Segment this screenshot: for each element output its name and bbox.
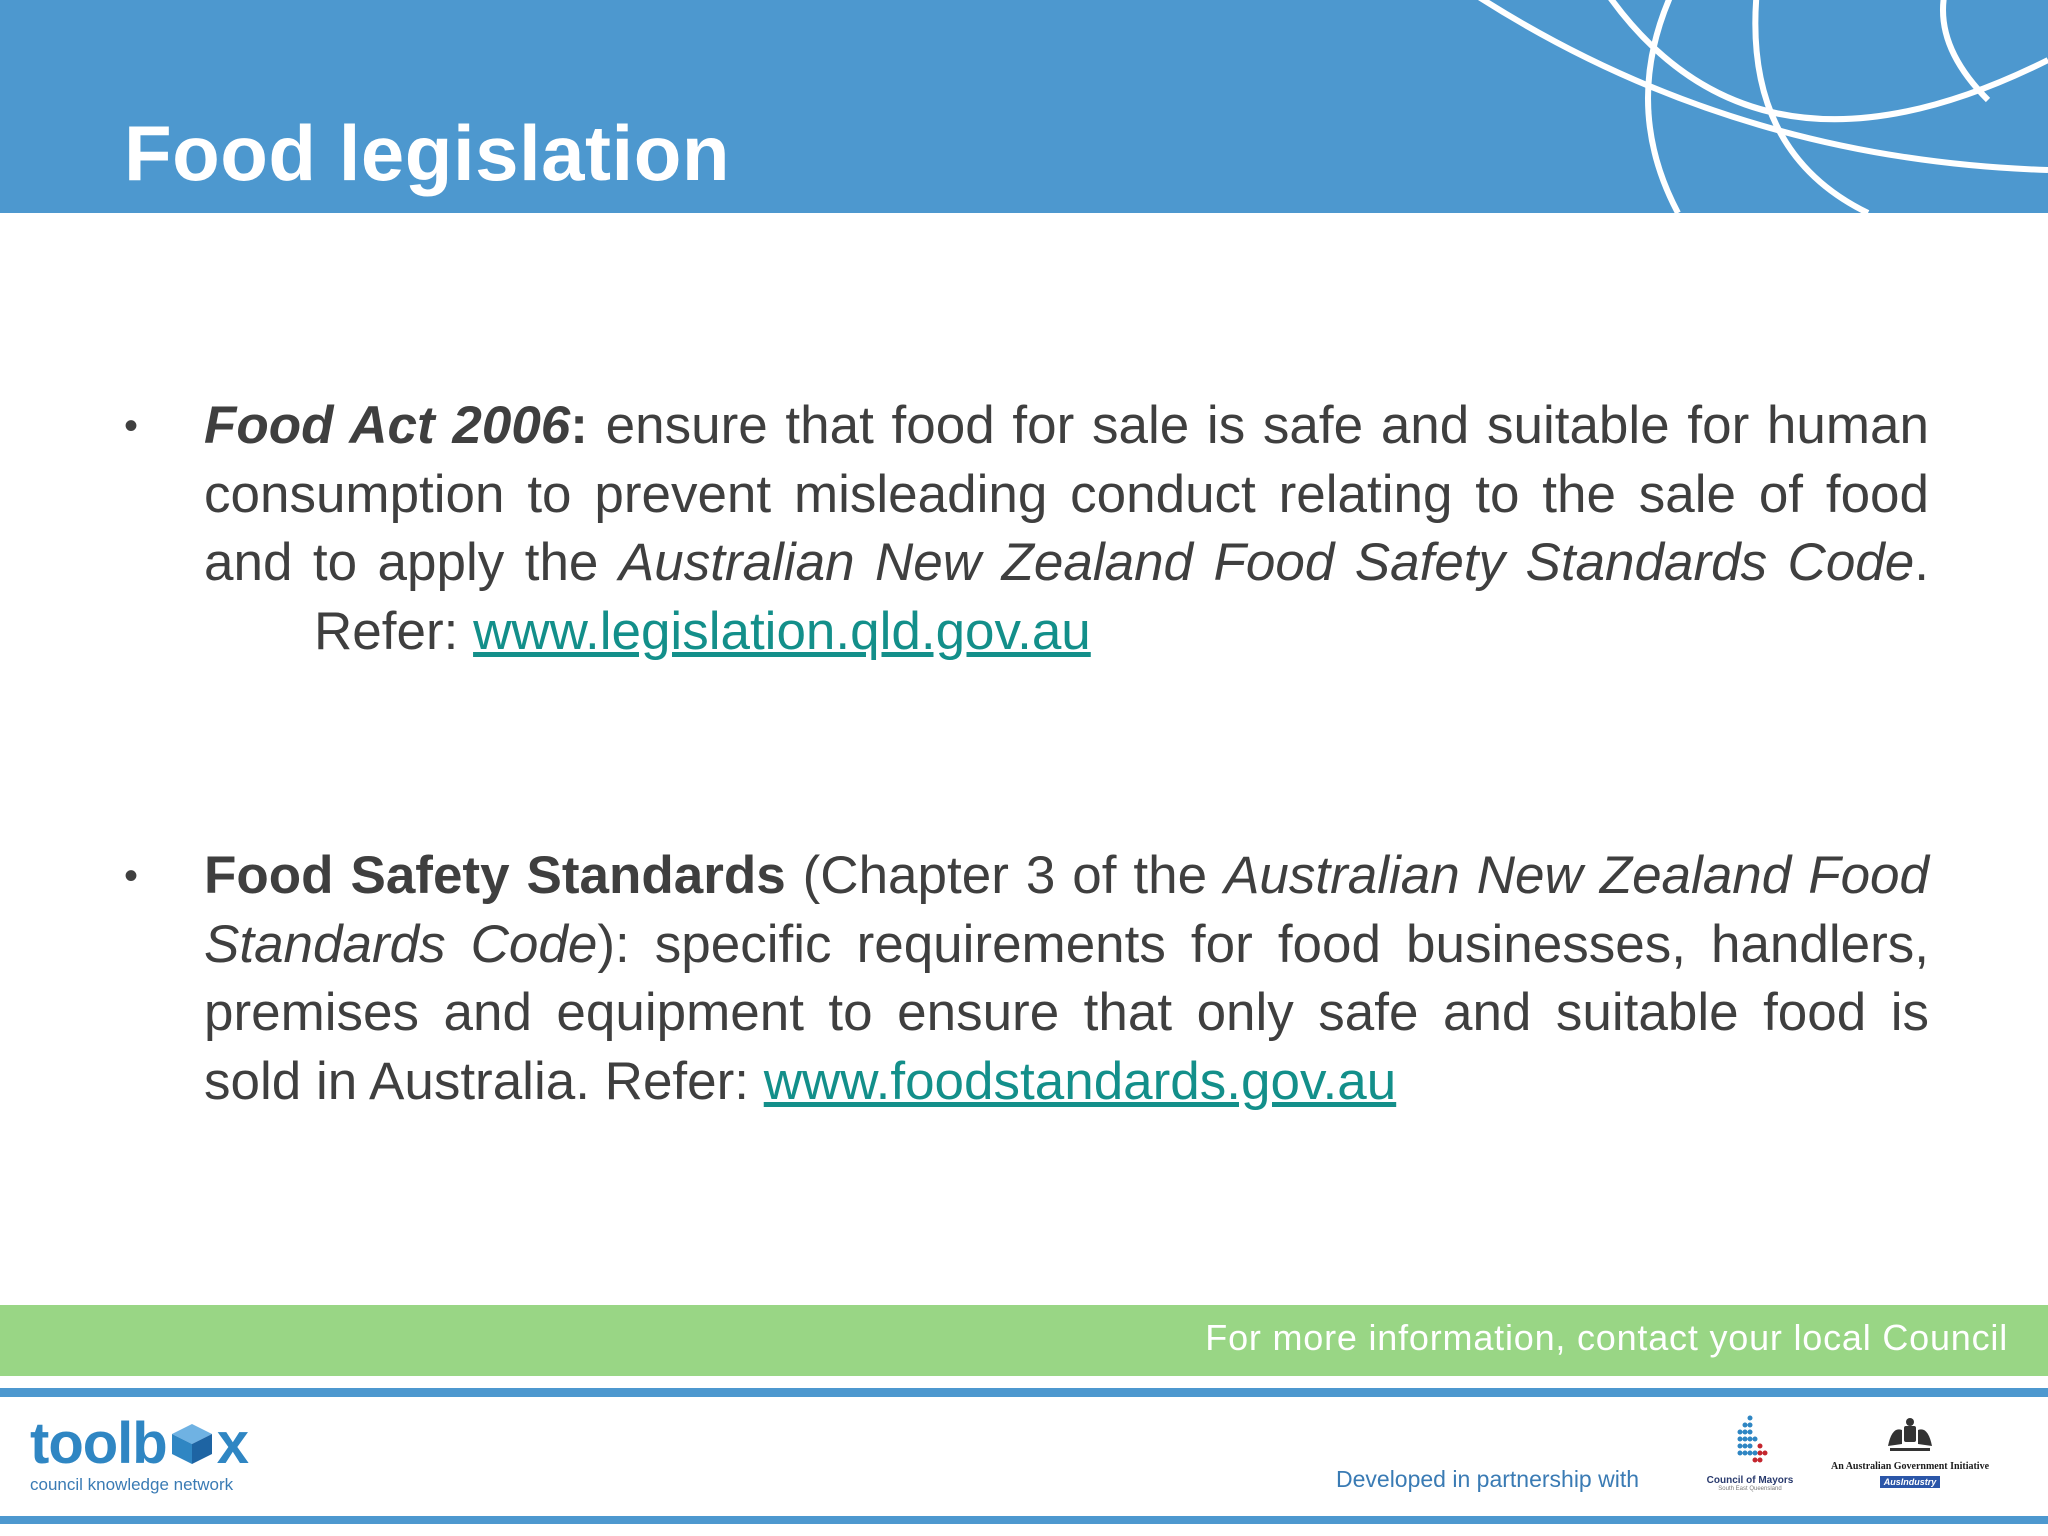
partnership-text: Developed in partnership with: [1336, 1466, 1640, 1492]
logo-word-end: x: [216, 1411, 248, 1476]
council-sub-label: South East Queensland: [1718, 1486, 1782, 1492]
food-act-description: ensure that food for sale is safe and suitable for human consumption to prevent misleading conduct relating to the sale of food and to apply the: [204, 396, 1929, 592]
logo-word-start: toolb: [30, 1411, 167, 1476]
food-safety-code-ref: Australian New Zealand Food Standards Code: [204, 846, 1930, 974]
food-act-colon: :: [570, 396, 588, 455]
council-label: Council of Mayors: [1706, 1475, 1794, 1486]
decorative-arcs-graphic: [1428, 0, 2048, 213]
slide-title: Food legislation: [124, 109, 730, 197]
coat-of-arms-icon: [1880, 1416, 1940, 1456]
foodstandards-link[interactable]: www.foodstandards.gov.au: [763, 1051, 1397, 1111]
food-safety-chapter-text: (Chapter 3 of the: [785, 846, 1225, 905]
footer-divider-top: [0, 1388, 2048, 1397]
council-of-mayors-logo: [1700, 1414, 1800, 1492]
food-act-period: .: [1914, 533, 1929, 592]
legislation-link[interactable]: www.legislation.qld.gov.au: [473, 601, 1091, 661]
dots-icon: [1725, 1414, 1775, 1466]
toolbox-logo: [30, 1411, 248, 1495]
food-safety-description: ): specific requirements for food businesses, handlers, premises and equipment to ensure that only safe and suitable food is sold in Australia.: [204, 914, 1930, 1111]
australian-government-logo: [1820, 1416, 2000, 1490]
bullet-list: [124, 392, 1929, 1116]
food-act-code-ref: Australian New Zealand Food Safety Standards Code: [618, 533, 1915, 592]
bullet-food-act: [124, 392, 1929, 666]
cube-icon: [168, 1420, 216, 1468]
bullet-food-safety-standards: [124, 842, 1929, 1116]
footer-divider-bottom: [0, 1516, 2048, 1524]
food-safety-term: Food Safety Standards: [204, 846, 786, 905]
ausgov-label: An Australian Government Initiative: [1830, 1461, 1990, 1472]
food-act-refer-label: Refer:: [314, 601, 474, 661]
logo-tagline: council knowledge network: [30, 1475, 234, 1494]
food-safety-refer-label: Refer:: [604, 1051, 764, 1111]
bullet-dot: •: [124, 404, 139, 448]
footer-info-text: For more information, contact your local Council: [1205, 1317, 2008, 1358]
slide-header: [0, 0, 2048, 213]
ausindustry-badge: AusIndustry: [1880, 1476, 1941, 1488]
bullet-dot: •: [124, 854, 139, 898]
food-act-term: Food Act 2006: [204, 396, 571, 455]
footer-info-band: [0, 1305, 2048, 1376]
